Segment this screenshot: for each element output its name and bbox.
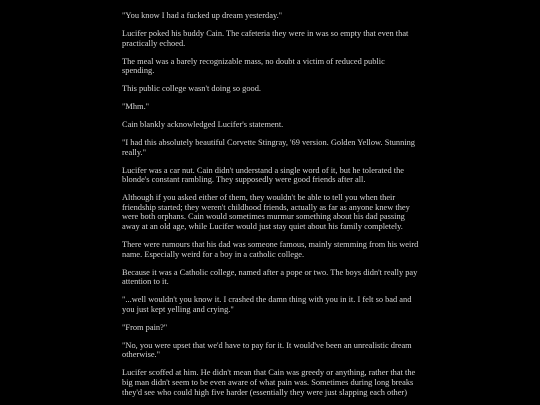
paragraph: "From pain?": [122, 322, 168, 332]
story-text: [122, 11, 419, 405]
paragraph: Cain blankly acknowledged Lucifer's statement.: [122, 120, 284, 130]
paragraph: Although if you asked either of them, they wouldn't be able to tell you when their friendship started; they weren't childhood friends, actually as far as anyone knew they were both orphans. Cain would sometimes murmur something about his dad passing away at an old age, while Lucifer would just stay quiet about his family completely.: [122, 193, 410, 232]
paragraph: "No, you were upset that we'd have to pay for it. It would've been an unrealistic dream otherwise.": [122, 340, 412, 360]
paragraph: "You know I had a fucked up dream yesterday.": [122, 11, 283, 20]
paragraph: Lucifer was a car nut. Cain didn't understand a single word of it, but he tolerated the blonde's constant rambling. They supposedly were good friends after all.: [122, 165, 404, 185]
paragraph: "Mhm.": [122, 102, 150, 112]
paragraph: Lucifer scoffed at him. He didn't mean that Cain was greedy or anything, rather that the big man didn't seem to be even aware of what pain was. Sometimes during long breaks they'd see who could high five harder (essentially they were just slapping each other): [122, 368, 416, 397]
paragraph: "...well wouldn't you know it. I crashed the damn thing with you in it. I felt so bad and you just kept yelling and crying.": [122, 295, 412, 314]
paragraph: There were rumours that his dad was someone famous, mainly stemming from his weird name. Especially weird for a boy in a catholic college.: [122, 240, 419, 259]
paragraph: Lucifer poked his buddy Cain. The cafeteria they were in was so empty that even that practically echoed.: [122, 28, 409, 48]
paragraph: The meal was a barely recognizable mass, no doubt a victim of reduced public spending.: [122, 56, 385, 76]
paragraph: This public college wasn't doing so good.: [122, 84, 261, 94]
paragraph: Because it was a Catholic college, named after a pope or two. The boys didn't really pay attention to it.: [122, 267, 418, 287]
paragraph: "I had this absolutely beautiful Corvette Stingray, '69 version. Golden Yellow. Stunning really.": [122, 138, 415, 157]
